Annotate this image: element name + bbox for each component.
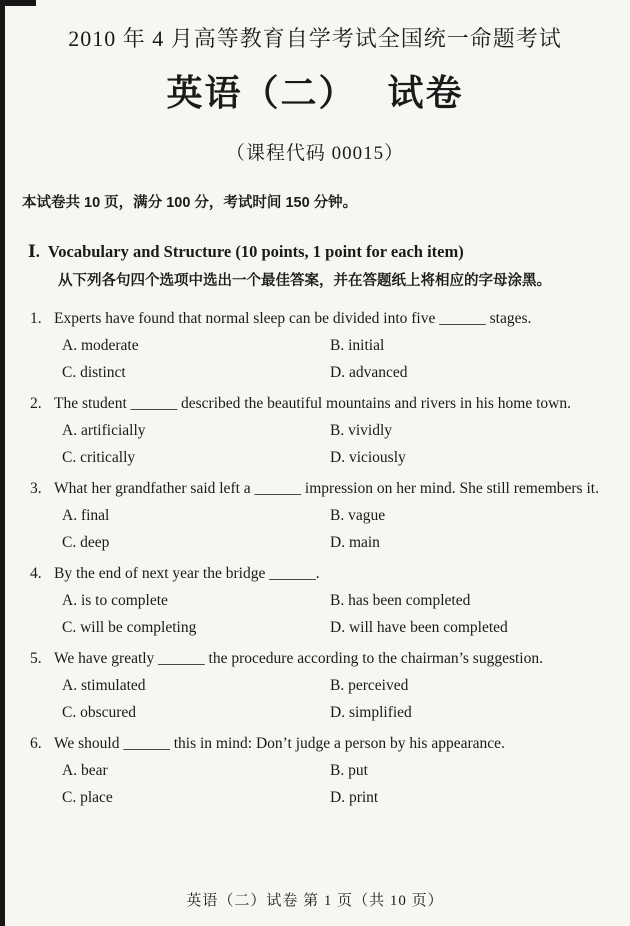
question-3-option-b: B. vague [330,507,386,524]
question-5-stem-row [30,645,612,672]
question-2-option-c: C. critically [62,449,136,466]
question-6-number: 6. [30,735,42,752]
scan-border-left [0,0,5,926]
question-3-option-d: D. main [330,534,380,551]
question-4-option-a: A. is to complete [62,592,168,609]
question-2-options [62,417,612,471]
question-3-stem: What her grandfather said left a ______ impression on her mind. She still remembers it. [54,480,599,497]
section-heading [28,242,612,262]
question-2-stem-row [30,390,612,417]
page-footer: 英语（二）试卷 第 1 页（共 10 页） [186,893,444,909]
question-4-option-b: B. has been completed [330,592,471,609]
section-instructions: 从下列各句四个选项中选出一个最佳答案，并在答题纸上将相应的字母涂黑。 [58,273,551,289]
question-1-number: 1. [30,310,42,327]
question-3-stem-row [30,475,612,502]
course-code: （课程代码 00015） [225,143,405,164]
question-1-option-a: A. moderate [62,337,139,354]
question-6-option-c: C. place [62,789,113,806]
question-5-option-c: C. obscured [62,704,137,721]
question-1-option-b: B. initial [330,337,385,354]
question-3 [30,475,612,556]
exam-title: 2010 年 4 月高等教育自学考试全国统一命题考试 [68,26,562,51]
section-number: Ⅰ. [28,242,40,261]
exam-info-line: 本试卷共 10 页，满分 100 分，考试时间 150 分钟。 [22,195,358,211]
question-4-number: 4. [30,565,42,582]
question-5-stem: We have greatly ______ the procedure according to the chairman’s suggestion. [54,650,543,667]
question-6-option-a: A. bear [62,762,108,779]
question-5 [30,645,612,726]
paper-title: 英语（二） 试卷 [166,73,464,113]
question-4-stem-row [30,560,612,587]
question-5-option-d: D. simplified [330,704,412,721]
question-2-option-a: A. artificially [62,422,146,439]
question-3-options [62,502,612,556]
question-4-option-c: C. will be completing [62,619,197,636]
question-2-stem: The student ______ described the beautiful mountains and rivers in his home town. [54,395,571,412]
question-1 [30,305,612,386]
question-1-stem: Experts have found that normal sleep can be divided into five ______ stages. [54,310,532,327]
question-3-number: 3. [30,480,42,497]
question-2 [30,390,612,471]
question-5-option-b: B. perceived [330,677,409,694]
question-2-number: 2. [30,395,42,412]
question-6-options [62,757,612,811]
question-6-option-b: B. put [330,762,368,779]
question-list [30,305,612,811]
question-5-options [62,672,612,726]
question-4-stem: By the end of next year the bridge ______. [54,565,320,582]
question-1-option-c: C. distinct [62,364,126,381]
question-5-option-a: A. stimulated [62,677,146,694]
section-title: Vocabulary and Structure (10 points, 1 point for each item) [47,242,464,261]
question-1-option-d: D. advanced [330,364,408,381]
question-1-options [62,332,612,386]
question-6-stem: We should ______ this in mind: Don’t judge a person by his appearance. [54,735,505,752]
question-5-number: 5. [30,650,42,667]
question-6-stem-row [30,730,612,757]
question-4 [30,560,612,641]
question-3-option-a: A. final [62,507,110,524]
question-1-stem-row [30,305,612,332]
question-6 [30,730,612,811]
question-4-options [62,587,612,641]
question-6-option-d: D. print [330,789,379,806]
question-4-option-d: D. will have been completed [330,619,508,636]
exam-header [0,0,630,212]
question-3-option-c: C. deep [62,534,110,551]
question-2-option-d: D. viciously [330,449,406,466]
question-2-option-b: B. vividly [330,422,393,439]
scan-mark-top-left [0,0,36,6]
